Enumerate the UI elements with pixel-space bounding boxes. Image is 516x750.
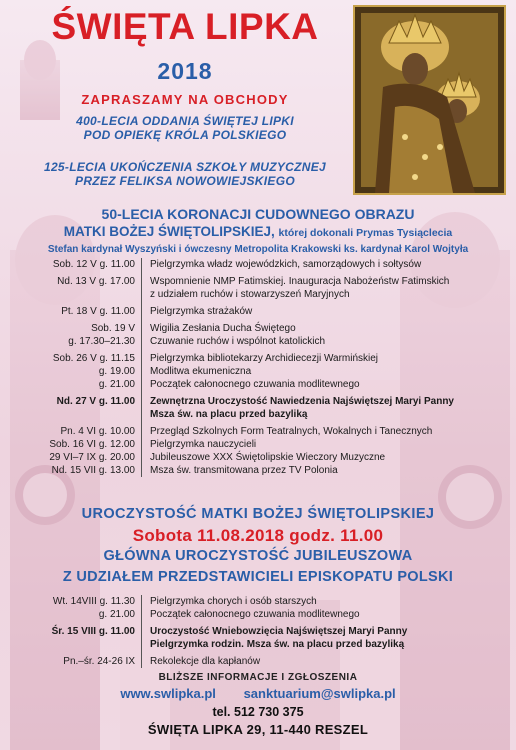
anniversary-3	[8, 206, 508, 257]
schedule-event: Wspomnienie NMP Fatimskiej. Inauguracja Nabożeństw Fatimskich	[141, 275, 516, 288]
anniversary-2-line2: PRZEZ FELIKSA NOWOWIEJSKIEGO	[75, 174, 295, 188]
schedule-event: Msza św. na placu przed bazyliką	[141, 408, 516, 421]
schedule-date: Pn. 4 VI g. 10.00	[60, 426, 135, 437]
email-link[interactable]: sanktuarium@swlipka.pl	[243, 686, 396, 701]
schedule-list-1	[0, 258, 516, 477]
schedule-row	[0, 655, 516, 668]
schedule-event: z udziałem ruchów i stowarzyszeń Maryjnych	[141, 288, 516, 301]
schedule-row	[0, 322, 516, 335]
schedule-row	[0, 608, 516, 621]
schedule-row	[0, 408, 516, 421]
schedule-list-2	[0, 595, 516, 668]
anniversary-1	[20, 114, 350, 142]
schedule-row	[0, 595, 516, 608]
anniversary-2	[20, 160, 350, 188]
schedule-row	[0, 464, 516, 477]
main-event-subtitle: GŁÓWNA UROCZYSTOŚĆ JUBILEUSZOWA	[103, 548, 413, 564]
madonna-icon	[355, 7, 504, 193]
anniversary-3-line1: 50-LECIA KORONACJI CUDOWNEGO OBRAZU	[101, 206, 415, 222]
schedule-event: Rekolekcje dla kapłanów	[141, 655, 516, 668]
schedule-date: g. 21.00	[98, 379, 135, 390]
anniversary-3-line2	[8, 223, 508, 242]
schedule-date: Sob. 16 VI g. 12.00	[49, 439, 135, 450]
schedule-event: Początek całonocnego czuwania modlitewnego	[141, 608, 516, 621]
year-heading: 2018	[157, 58, 213, 84]
schedule-event: Modlitwa ekumeniczna	[141, 365, 516, 378]
schedule-date: Pn.–śr. 24-26 IX	[63, 656, 135, 667]
schedule-date	[0, 408, 141, 421]
contact-links	[0, 686, 516, 701]
main-event-title: UROCZYSTOŚĆ MATKI BOŻEJ ŚWIĘTOLIPSKIEJ	[81, 506, 435, 522]
schedule-event: Msza św. transmitowana przez TV Polonia	[141, 464, 516, 477]
schedule-row	[0, 335, 516, 348]
schedule-row	[0, 258, 516, 271]
schedule-date: Śr. 15 VIII g. 11.00	[51, 626, 135, 637]
schedule-date: Nd. 27 V g. 11.00	[56, 396, 135, 407]
info-heading: BLIŻSZE INFORMACJE I ZGŁOSZENIA	[158, 672, 358, 683]
main-event-subtitle-2: Z UDZIAŁEM PRZEDSTAWICIELI EPISKOPATU POLSKI	[62, 569, 454, 585]
anniversary-2-line1: 125-LECIA UKOŃCZENIA SZKOŁY MUZYCZNEJ	[43, 160, 326, 174]
page-title: ŚWIĘTA LIPKA	[51, 6, 319, 47]
schedule-event: Pielgrzymka chorych i osób starszych	[141, 595, 516, 608]
schedule-date: Nd. 15 VII g. 13.00	[51, 465, 135, 476]
schedule-event: Pielgrzymka rodzin. Msza św. na placu przed bazyliką	[141, 638, 516, 651]
schedule-row	[0, 305, 516, 318]
phone-number: tel. 512 730 375	[212, 705, 304, 719]
schedule-date: Wt. 14VIII g. 11.30	[52, 596, 135, 607]
schedule-event: Pielgrzymka strażaków	[141, 305, 516, 318]
schedule-date: g. 19.00	[98, 366, 135, 377]
schedule-date: Pt. 18 V g. 11.00	[61, 306, 135, 317]
schedule-event: Uroczystość Wniebowzięcia Najświętszej Maryi Panny	[141, 625, 516, 638]
schedule-date: Sob. 26 V g. 11.15	[52, 353, 135, 364]
schedule-row	[0, 395, 516, 408]
schedule-date: Sob. 19 V	[91, 323, 135, 334]
schedule-date: Nd. 13 V g. 17.00	[57, 276, 135, 287]
invite-heading: ZAPRASZAMY NA OBCHODY	[81, 92, 289, 107]
anniversary-3-line2-small: której dokonali Prymas Tysiąclecia	[278, 227, 453, 239]
schedule-event: Pielgrzymka bibliotekarzy Archidiecezji Warmińskiej	[141, 352, 516, 365]
main-event-date: Sobota 11.08.2018 godz. 11.00	[132, 526, 384, 545]
schedule-event: Początek całonocnego czuwania modlitewnego	[141, 378, 516, 391]
website-link[interactable]: www.swlipka.pl	[120, 686, 216, 701]
anniversary-3-line3: Stefan kardynał Wyszyński i ówczesny Metropolita Krakowski ks. kardynał Karol Wojtyła	[47, 244, 469, 255]
schedule-row	[0, 425, 516, 438]
schedule-event: Przegląd Szkolnych Form Teatralnych, Wokalnych i Tanecznych	[141, 425, 516, 438]
schedule-row	[0, 288, 516, 301]
schedule-row	[0, 365, 516, 378]
schedule-date: Sob. 12 V g. 11.00	[52, 259, 135, 270]
schedule-row	[0, 352, 516, 365]
schedule-date: 29 VI–7 IX g. 20.00	[49, 452, 135, 463]
schedule-event: Pielgrzymka nauczycieli	[141, 438, 516, 451]
schedule-row	[0, 438, 516, 451]
schedule-date	[0, 638, 141, 651]
schedule-event: Zewnętrzna Uroczystość Nawiedzenia Najświętszej Maryi Panny	[141, 395, 516, 408]
schedule-date	[0, 288, 141, 301]
schedule-row	[0, 625, 516, 638]
schedule-event: Pielgrzymka władz wojewódzkich, samorządowych i sołtysów	[141, 258, 516, 271]
schedule-row	[0, 275, 516, 288]
anniversary-3-line2-main: MATKI BOŻEJ ŚWIĘTOLIPSKIEJ,	[63, 224, 275, 239]
schedule-event: Jubileuszowe XXX Świętolipskie Wieczory Muzyczne	[141, 451, 516, 464]
anniversary-1-line2: POD OPIEKĘ KRÓLA POLSKIEGO	[83, 128, 287, 142]
schedule-row	[0, 378, 516, 391]
schedule-row	[0, 451, 516, 464]
schedule-date: g. 21.00	[98, 609, 135, 620]
schedule-event: Czuwanie ruchów i wspólnot katolickich	[141, 335, 516, 348]
schedule-event: Wigilia Zesłania Ducha Świętego	[141, 322, 516, 335]
address: ŚWIĘTA LIPKA 29, 11-440 RESZEL	[147, 722, 369, 737]
holy-icon-image	[353, 5, 506, 195]
schedule-row	[0, 638, 516, 651]
schedule-date: g. 17.30–21.30	[68, 336, 135, 347]
anniversary-1-line1: 400-LECIA ODDANIA ŚWIĘTEJ LIPKI	[76, 114, 294, 128]
